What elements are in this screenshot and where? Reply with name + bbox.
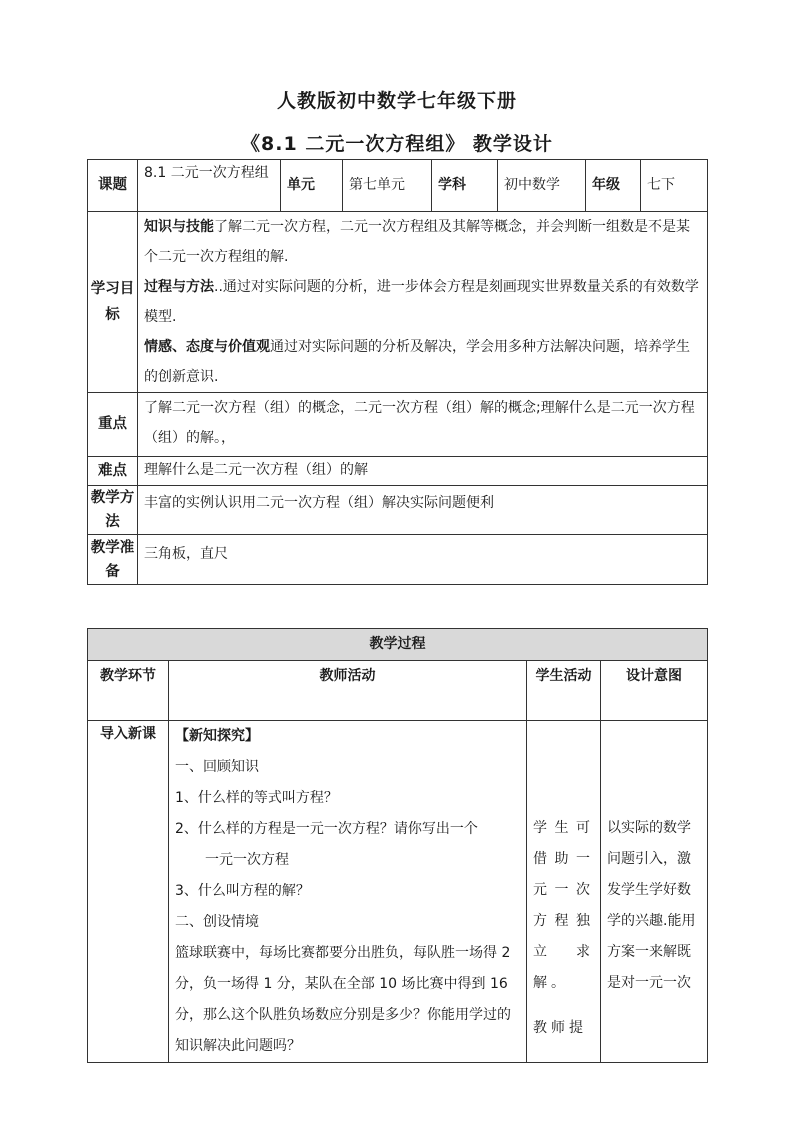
goals-label: 学习目标 (88, 212, 138, 393)
difficulty-text: 理解什么是二元一次方程（组）的解 (138, 457, 708, 486)
col-intent: 设计意图 (601, 661, 708, 721)
document-subtitle: 《8.1 二元一次方程组》 教学设计 (241, 133, 553, 155)
goal-attitude-text: 通过对实际问题的分析及解决，学会用多种方法解决问题，培养学生的创新意识. (144, 339, 690, 385)
lesson-info-table (87, 159, 708, 585)
subject-label: 学科 (432, 160, 498, 212)
teacher-activity (169, 721, 527, 1063)
goal-process-text: ..通过对实际问题的分析，进一步体会方程是刻画现实世界数量关系的有效数学模型. (144, 279, 699, 325)
stage-intro: 导入新课 (88, 721, 169, 1063)
student-activity (527, 721, 601, 1063)
prep-text: 三角板，直尺 (138, 535, 708, 585)
goal-knowledge-head: 知识与技能 (144, 219, 214, 235)
student-line-1: 学生可借助一元一次方程独立求解。 (533, 820, 594, 991)
teacher-line-1: 【新知探究】 (175, 728, 259, 744)
method-text: 丰富的实例认识用二元一次方程（组）解决实际问题便利 (138, 486, 708, 535)
grade-value: 七下 (641, 160, 708, 212)
key-points-label: 重点 (88, 393, 138, 457)
teacher-line-3: 1、什么样的等式叫方程？ (175, 790, 338, 806)
unit-value: 第七单元 (343, 160, 432, 212)
teacher-line-2: 一、回顾知识 (175, 759, 259, 775)
teacher-line-4: 2、什么样的方程是一元一次方程？请你写出一个 (175, 821, 478, 837)
teacher-line-7: 二、创设情境 (175, 914, 259, 930)
method-label: 教学方法 (88, 486, 138, 535)
teacher-line-6: 3、什么叫方程的解？ (175, 883, 310, 899)
teacher-line-8: 篮球联赛中，每场比赛都要分出胜负，每队胜一场得 2 分，负一场得 1 分，某队在全部 10 场比赛中得到 16 分，那么这个队胜负场数应分别是多少？你能用学过的知识解决此问题吗？ (175, 945, 511, 1054)
topic-label: 课题 (88, 160, 138, 212)
goal-knowledge (144, 212, 701, 272)
teacher-line-5: 一元一次方程 (205, 852, 289, 868)
goal-attitude-head: 情感、态度与价值观 (144, 339, 270, 355)
design-intent: 以实际的数学问题引入，激发学生学好数学的兴趣.能用方案一来解既是对一元一次 (601, 721, 708, 1063)
process-header: 教学过程 (88, 629, 708, 661)
goals-content (138, 212, 708, 393)
student-line-2: 教师提 (533, 1020, 587, 1036)
key-points-text: 了解二元一次方程（组）的概念，二元一次方程（组）解的概念;理解什么是二元一次方程（组）的解。， (138, 393, 708, 457)
grade-label: 年级 (586, 160, 641, 212)
goal-attitude (144, 332, 701, 392)
subject-value: 初中数学 (498, 160, 586, 212)
goal-knowledge-text: 了解二元一次方程，二元一次方程组及其解等概念，并会判断一组数是不是某个二元一次方程组的解. (144, 219, 690, 265)
col-stage: 教学环节 (88, 661, 169, 721)
prep-label: 教学准备 (88, 535, 138, 585)
teaching-process-table (87, 628, 708, 1063)
topic-value: 8.1 二元一次方程组 (138, 160, 281, 212)
difficulty-label: 难点 (88, 457, 138, 486)
goal-process (144, 272, 701, 332)
goal-process-head: 过程与方法 (144, 279, 214, 295)
unit-label: 单元 (281, 160, 343, 212)
col-teacher: 教师活动 (169, 661, 527, 721)
document-title: 人教版初中数学七年级下册 (276, 90, 517, 112)
col-student: 学生活动 (527, 661, 601, 721)
